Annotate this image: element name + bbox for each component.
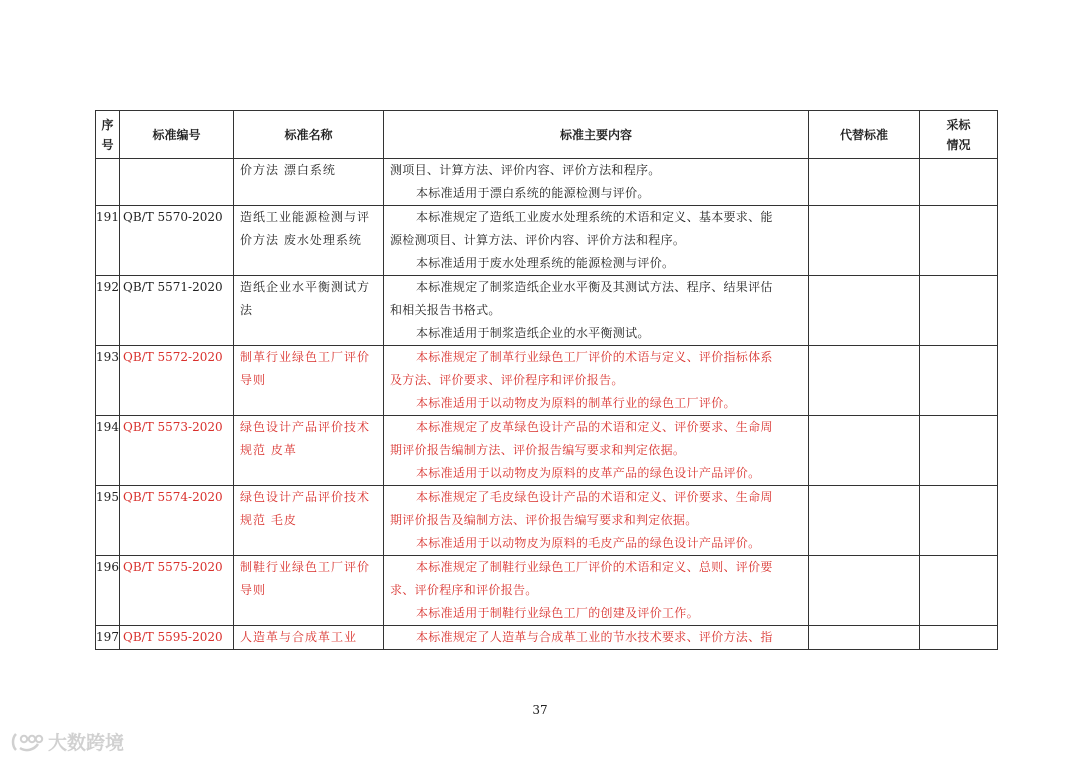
- cell-standard-code: QB/T 5572-2020: [120, 346, 234, 416]
- table-row: [96, 346, 998, 416]
- table-row: [96, 206, 998, 276]
- cell-standard-code: QB/T 5574-2020: [120, 486, 234, 556]
- cell-standard-name: 制革行业绿色工厂评价导则: [234, 346, 384, 416]
- cell-serial-number: 193: [96, 346, 120, 416]
- cell-adoption-status: [920, 346, 998, 416]
- cell-serial-number: 196: [96, 556, 120, 626]
- cell-adoption-status: [920, 159, 998, 206]
- watermark-text: 大数跨境: [48, 732, 125, 754]
- cell-standard-code: QB/T 5571-2020: [120, 276, 234, 346]
- content-line: 本标准适用于以动物皮为原料的皮革产品的绿色设计产品评价。: [416, 466, 761, 480]
- content-line: 本标准规定了造纸工业废水处理系统的术语和定义、基本要求、能: [416, 210, 773, 224]
- cell-standard-code: QB/T 5595-2020: [120, 626, 234, 650]
- cell-adoption-status: [920, 626, 998, 650]
- content-line: 本标准规定了制革行业绿色工厂评价的术语与定义、评价指标体系: [416, 350, 773, 364]
- cell-adoption-status: [920, 556, 998, 626]
- cell-standard-content: [384, 416, 809, 486]
- cell-replaced-standard: [809, 276, 920, 346]
- cell-standard-content: [384, 556, 809, 626]
- cell-adoption-status: [920, 206, 998, 276]
- cell-serial-number: 191: [96, 206, 120, 276]
- cell-standard-name: 制鞋行业绿色工厂评价导则: [234, 556, 384, 626]
- cell-standard-name: 造纸企业水平衡测试方法: [234, 276, 384, 346]
- cell-standard-name: 绿色设计产品评价技术规范 皮革: [234, 416, 384, 486]
- content-line: 源检测项目、计算方法、评价内容、评价方法和程序。: [390, 233, 686, 247]
- cell-adoption-status: [920, 276, 998, 346]
- header-standard-code: 标准编号: [120, 111, 234, 159]
- cell-adoption-status: [920, 486, 998, 556]
- content-line: 期评价报告及编制方法、评价报告编写要求和判定依据。: [390, 513, 698, 527]
- header-standard-name: 标准名称: [234, 111, 384, 159]
- cell-replaced-standard: [809, 346, 920, 416]
- cell-serial-number: [96, 159, 120, 206]
- content-line: 本标准适用于废水处理系统的能源检测与评价。: [416, 256, 675, 270]
- cell-standard-name: 人造革与合成革工业: [234, 626, 384, 650]
- cell-standard-code: [120, 159, 234, 206]
- header-standard-content: 标准主要内容: [384, 111, 809, 159]
- cell-standard-code: QB/T 5570-2020: [120, 206, 234, 276]
- content-line: 和相关报告书格式。: [390, 303, 501, 317]
- cell-standard-name: 绿色设计产品评价技术规范 毛皮: [234, 486, 384, 556]
- table-row: [96, 276, 998, 346]
- content-line: 本标准适用于漂白系统的能源检测与评价。: [416, 186, 650, 200]
- cell-standard-content: [384, 346, 809, 416]
- table-row: [96, 486, 998, 556]
- cell-replaced-standard: [809, 206, 920, 276]
- content-line: 本标准适用于制鞋行业绿色工厂的创建及评价工作。: [416, 606, 699, 620]
- table-row: [96, 416, 998, 486]
- cell-standard-name: 造纸工业能源检测与评价方法 废水处理系统: [234, 206, 384, 276]
- standards-table: [95, 110, 998, 650]
- header-serial-number: 序 号: [96, 111, 120, 159]
- cell-standard-content: [384, 276, 809, 346]
- cell-standard-content: [384, 486, 809, 556]
- content-line: 本标准适用于制浆造纸企业的水平衡测试。: [416, 326, 650, 340]
- content-line: 本标准规定了人造革与合成革工业的节水技术要求、评价方法、指: [416, 630, 773, 644]
- cell-replaced-standard: [809, 416, 920, 486]
- cell-replaced-standard: [809, 626, 920, 650]
- content-line: 期评价报告编制方法、评价报告编写要求和判定依据。: [390, 443, 686, 457]
- cell-replaced-standard: [809, 159, 920, 206]
- cell-replaced-standard: [809, 556, 920, 626]
- cell-standard-code: QB/T 5573-2020: [120, 416, 234, 486]
- table-header-row: [96, 111, 998, 159]
- cell-adoption-status: [920, 416, 998, 486]
- content-line: 本标准规定了皮革绿色设计产品的术语和定义、评价要求、生命周: [416, 420, 773, 434]
- table-row: [96, 159, 998, 206]
- content-line: 本标准规定了制鞋行业绿色工厂评价的术语和定义、总则、评价要: [416, 560, 773, 574]
- content-line: 本标准适用于以动物皮为原料的制革行业的绿色工厂评价。: [416, 396, 736, 410]
- page-number: 37: [532, 703, 548, 717]
- cell-serial-number: 197: [96, 626, 120, 650]
- cell-standard-name: 价方法 漂白系统: [234, 159, 384, 206]
- cell-standard-content: [384, 206, 809, 276]
- cell-standard-content: [384, 626, 809, 650]
- cell-standard-content: [384, 159, 809, 206]
- header-adoption-status: 采标 情况: [920, 111, 998, 159]
- cell-standard-code: QB/T 5575-2020: [120, 556, 234, 626]
- content-line: 本标准适用于以动物皮为原料的毛皮产品的绿色设计产品评价。: [416, 536, 761, 550]
- content-line: 求、评价程序和评价报告。: [390, 583, 538, 597]
- watermark-logo-icon: [10, 730, 44, 754]
- content-line: 本标准规定了制浆造纸企业水平衡及其测试方法、程序、结果评估: [416, 280, 773, 294]
- content-line: 测项目、计算方法、评价内容、评价方法和程序。: [390, 163, 661, 177]
- header-replaced-standard: 代替标准: [809, 111, 920, 159]
- cell-serial-number: 194: [96, 416, 120, 486]
- table-row: [96, 626, 998, 650]
- cell-serial-number: 192: [96, 276, 120, 346]
- table-row: [96, 556, 998, 626]
- content-line: 本标准规定了毛皮绿色设计产品的术语和定义、评价要求、生命周: [416, 490, 773, 504]
- watermark: [10, 728, 124, 755]
- content-line: 及方法、评价要求、评价程序和评价报告。: [390, 373, 624, 387]
- cell-serial-number: 195: [96, 486, 120, 556]
- cell-replaced-standard: [809, 486, 920, 556]
